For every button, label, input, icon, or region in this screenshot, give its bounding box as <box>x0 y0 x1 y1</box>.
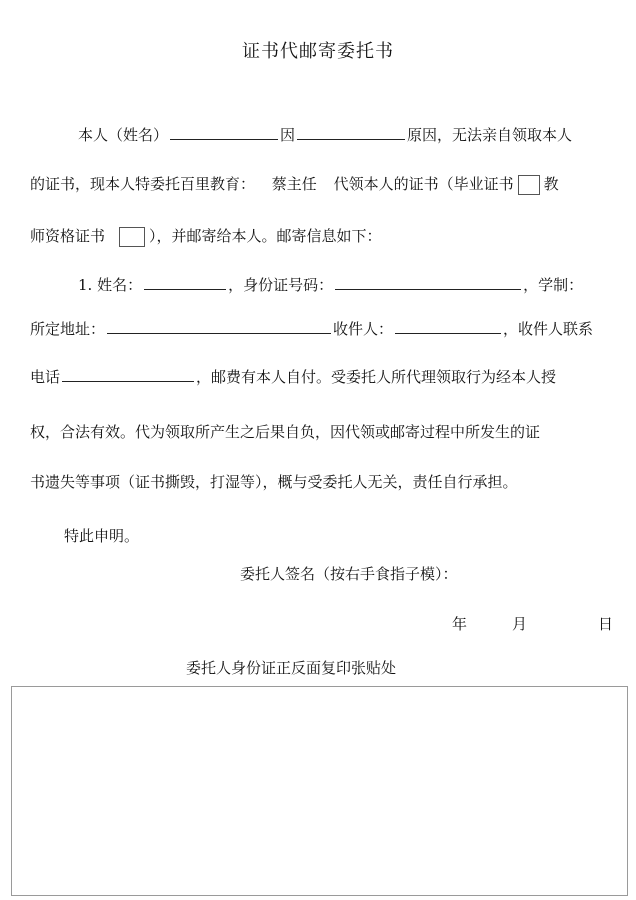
mailing-intro: ），并邮寄给本人。邮寄信息如下： <box>149 227 382 245</box>
para1-line2 <box>30 174 559 195</box>
name-blank[interactable] <box>170 124 278 140</box>
document-title: 证书代邮寄委托书 <box>242 41 394 62</box>
study-system-label: ，学制： <box>523 276 584 294</box>
id-copy-label: 委托人身份证正反面复印张贴处 <box>186 659 397 677</box>
id-number-blank[interactable] <box>335 274 521 290</box>
teacher-cert-label: 师资格证书 <box>30 227 106 245</box>
diploma-label: 代领本人的证书（毕业证书 <box>333 175 514 193</box>
para2-line5: 书遗失等事项（证书撕毁，打湿等），概与受委托人无关，责任自行承担。 <box>30 473 518 491</box>
address-label: 所定地址： <box>30 320 106 338</box>
reason-text: 原因，无法亲自领取本人 <box>407 126 573 144</box>
address-blank[interactable] <box>107 318 331 334</box>
reason-blank[interactable] <box>297 124 405 140</box>
para2-line2 <box>30 318 593 339</box>
para2-line3 <box>30 366 556 387</box>
entrust-text: 的证书，现本人特委托百里教育： <box>30 175 256 193</box>
phone-blank[interactable] <box>62 366 194 382</box>
agent-name: 蔡主任 <box>271 175 317 193</box>
id-number-label: ，身份证号码： <box>228 276 334 294</box>
para1-line3 <box>30 226 382 247</box>
date-month: 月 <box>512 615 528 633</box>
postage-text: ，邮费有本人自付。受委托人所代理领取行为经本人授 <box>196 368 557 386</box>
diploma-checkbox[interactable] <box>518 175 540 195</box>
declaration: 特此申明。 <box>64 527 140 545</box>
date-day: 日 <box>598 615 614 633</box>
para1-line1 <box>78 124 572 145</box>
recipient-label: 收件人： <box>333 320 394 338</box>
name-label: 本人（姓名） <box>78 126 169 144</box>
teacher-prefix: 教 <box>543 175 559 193</box>
item-name-label: 1. 姓名： <box>78 276 143 294</box>
teacher-cert-checkbox[interactable] <box>119 227 145 247</box>
id-copy-paste-area <box>11 686 628 896</box>
para2-line1 <box>78 274 583 295</box>
phone-label: 电话 <box>30 368 61 386</box>
para2-line4: 权，合法有效。代为领取所产生之后果自负，因代领或邮寄过程中所发生的证 <box>30 423 541 441</box>
recipient-blank[interactable] <box>395 318 501 334</box>
signature-label: 委托人签名（按右手食指子模）： <box>240 565 458 583</box>
item-name-blank[interactable] <box>144 274 226 290</box>
reason-label: 因 <box>280 126 296 144</box>
recipient-phone-label: ，收件人联系 <box>503 320 594 338</box>
date-year: 年 <box>452 615 468 633</box>
